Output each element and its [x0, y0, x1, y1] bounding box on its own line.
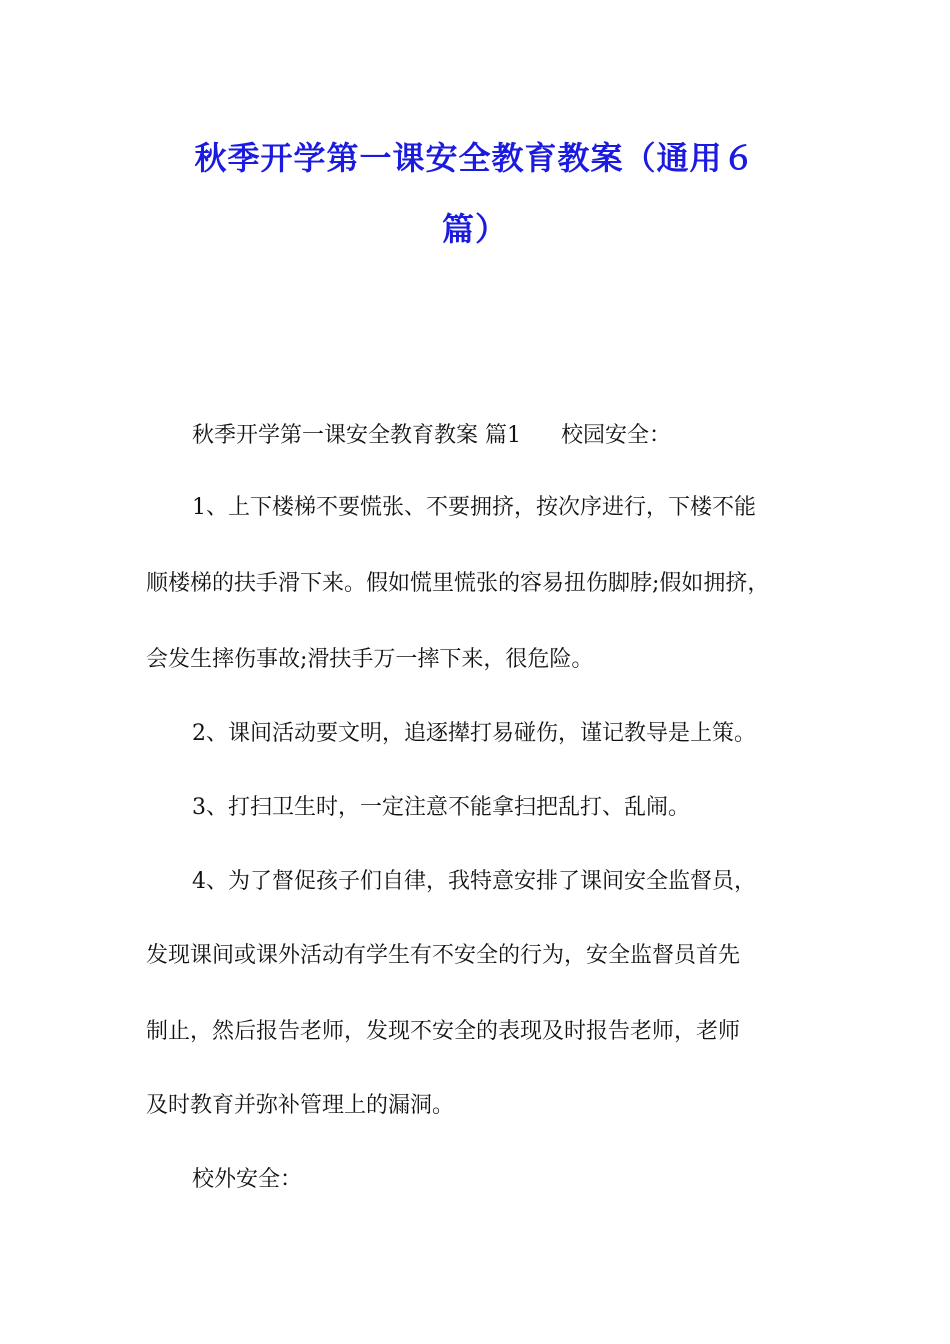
paragraph-line: 3、打扫卫生时，一定注意不能拿扫把乱打、乱闹。: [192, 795, 690, 820]
paragraph-line: 顺楼梯的扶手滑下来。假如慌里慌张的容易扭伤脚脖;假如拥挤，: [146, 571, 770, 596]
paragraph-line: 4、为了督促孩子们自律，我特意安排了课间安全监督员，: [192, 869, 756, 894]
document-title-line-1: 秋季开学第一课安全教育教案（通用６: [194, 139, 756, 177]
document-title-line-2: 篇）: [441, 210, 508, 248]
section-heading: 秋季开学第一课安全教育教案 篇1: [192, 423, 521, 448]
paragraph-line: 2、课间活动要文明，追逐撵打易碰伤，谨记教导是上策。: [192, 721, 756, 746]
section-subheading: 校园安全：: [561, 423, 672, 448]
section-subheading-offcampus: 校外安全：: [192, 1167, 303, 1192]
paragraph-line: 制止，然后报告老师，发现不安全的表现及时报告老师，老师: [146, 1019, 741, 1044]
paragraph-line: 及时教育并弥补管理上的漏洞。: [146, 1093, 455, 1118]
paragraph-line: 1、上下楼梯不要慌张、不要拥挤，按次序进行，下楼不能: [192, 495, 756, 520]
section-heading-line: [192, 420, 671, 452]
paragraph-line: 发现课间或课外活动有学生有不安全的行为，安全监督员首先: [146, 943, 741, 968]
paragraph-line: 会发生摔伤事故;滑扶手万一摔下来，很危险。: [146, 647, 594, 672]
